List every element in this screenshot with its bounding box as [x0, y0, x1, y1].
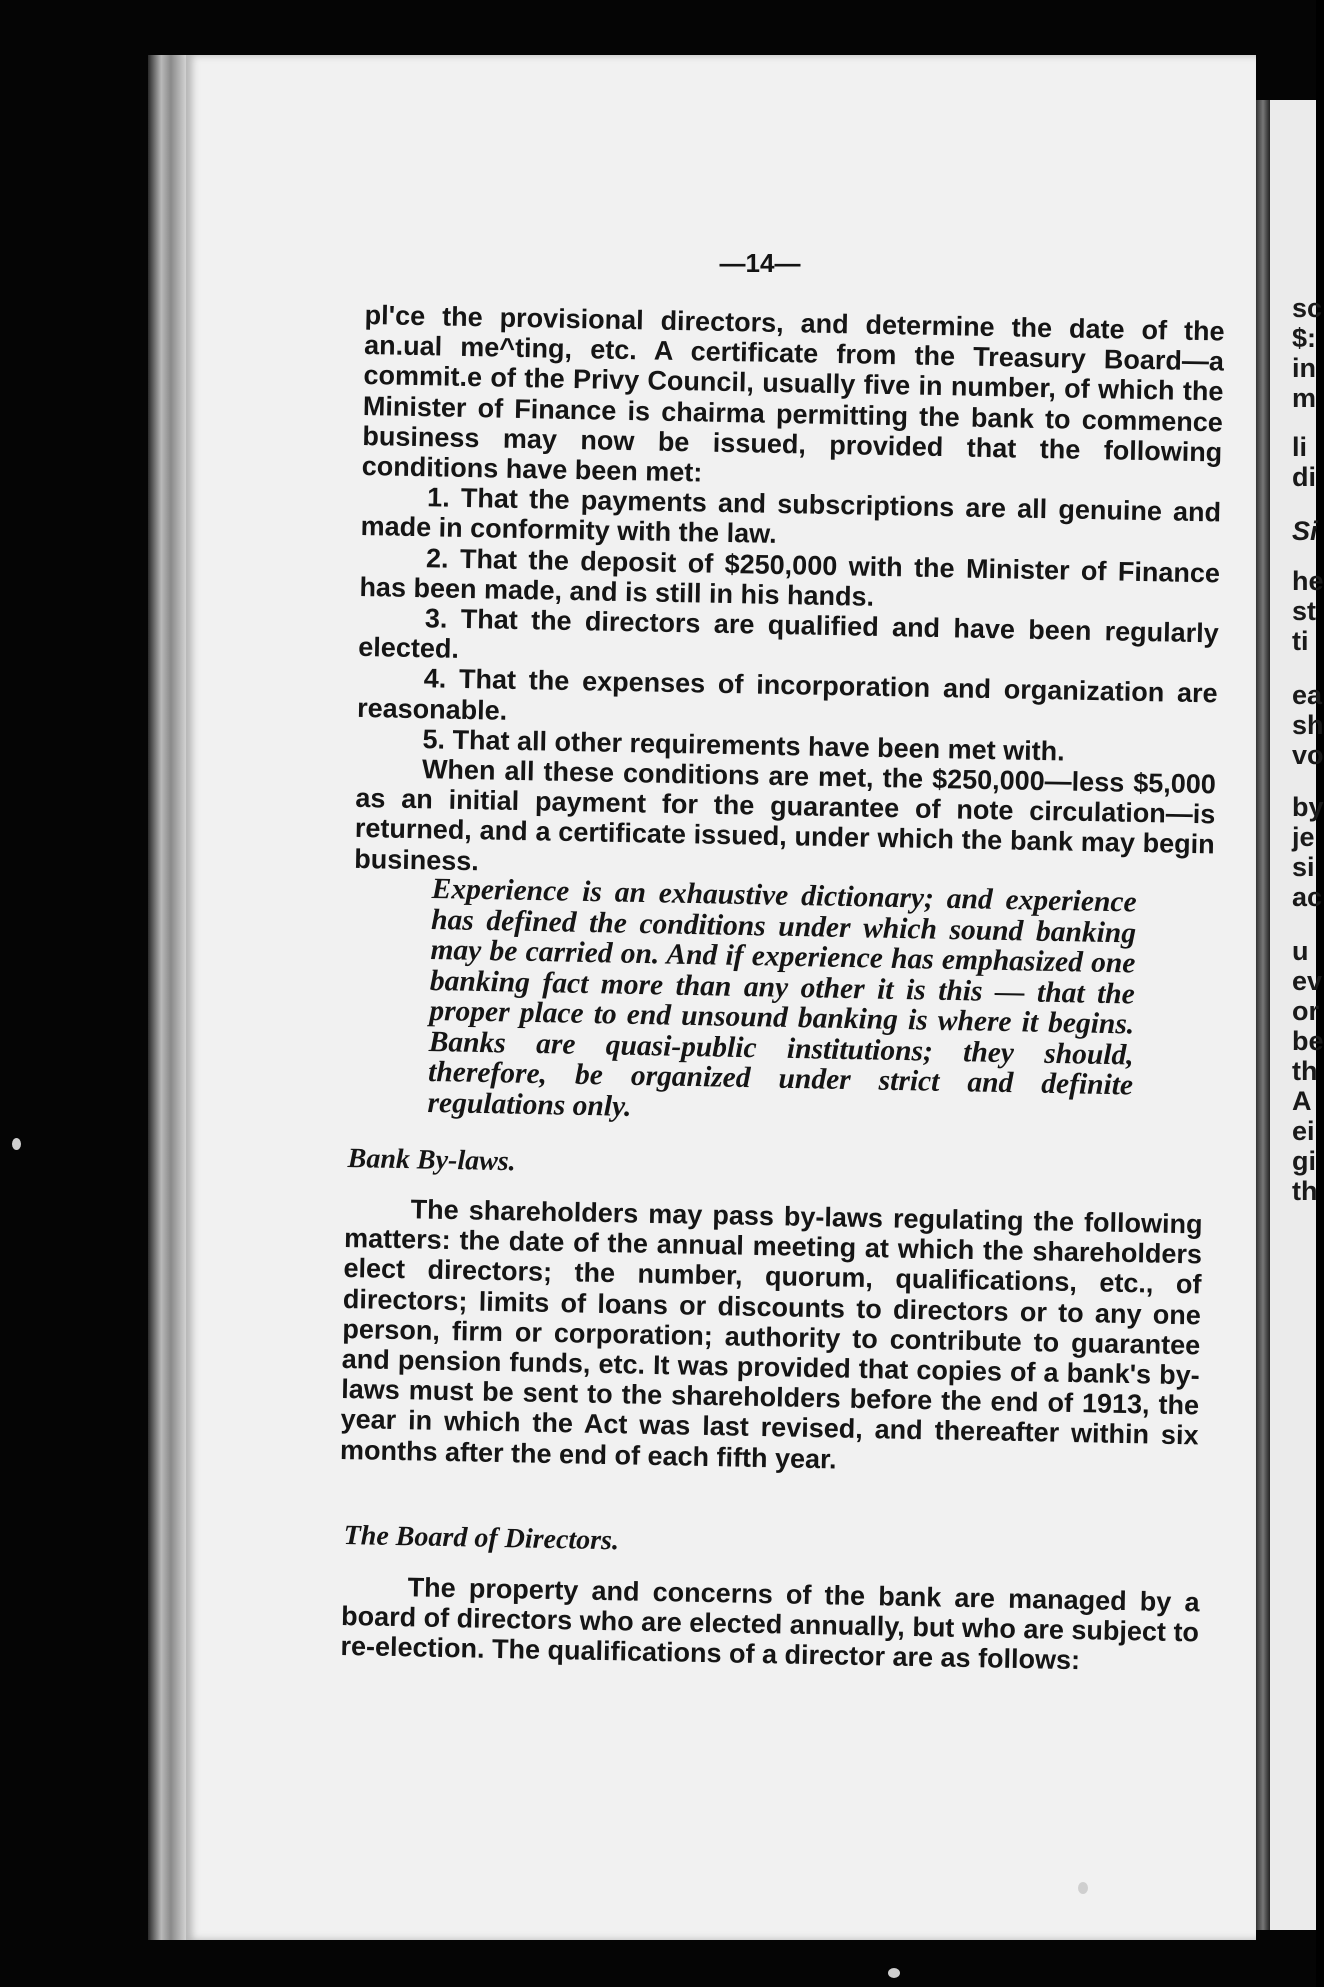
- text-block-requirements: [354, 300, 1225, 890]
- paper-speck: [1078, 1882, 1088, 1894]
- facing-page-fragment: st: [1292, 596, 1317, 626]
- facing-page-edge: [1270, 100, 1324, 1930]
- facing-page-fragment: or: [1292, 996, 1319, 1026]
- facing-page-fragment: si: [1292, 852, 1315, 882]
- facing-page-fragment: $:: [1292, 323, 1317, 353]
- facing-page-fragment: gi: [1292, 1146, 1316, 1176]
- paragraph-bylaws: The shareholders may pass by-laws regulating the following matters: the date of the annual meeting at which the shareholders elect directors; the number, quorum, qualifications, etc., of directors; limits of loans or discounts to directors or to any one person, firm or corporation; authority to contribute to guarantee and pension funds, etc. It was provided that copies of a bank's by-laws must be sent to the shareholders before the end of 1913, the year in which the Act was last revised, and thereafter within six months after the end of each fifth year.: [339, 1194, 1203, 1475]
- list-item-4: 4. That the expenses of incorporation and organization are reasonable.: [356, 663, 1218, 726]
- paper-speck: [888, 1968, 900, 1978]
- facing-page-fragment: Si: [1292, 516, 1318, 546]
- paragraph-board: The property and concerns of the bank are managed by a board of directors who are elected annually, but who are subject to re-election. The qualifications of a director are as follows:: [340, 1572, 1200, 1676]
- paragraph-intro: pl'ce the provisional directors, and determine the date of the an.ual me^ting, etc. A certificate from the Treasury Board—a commit.e of the Privy Council, usually five in number, of which the Minister of Finance is chairma permitting the bank to commence business may now be issued, provided that the following conditions have been met:: [361, 300, 1225, 488]
- facing-page-fragment: be: [1292, 1026, 1324, 1056]
- page-number: —14—: [719, 248, 801, 278]
- facing-page-fragment: u: [1292, 936, 1309, 966]
- facing-page-fragment: ea: [1292, 680, 1323, 710]
- facing-page-fragment: by: [1292, 792, 1324, 822]
- list-item-1: 1. That the payments and subscriptions are all genuine and made in conformity with the law.: [360, 482, 1222, 550]
- list-item-5: 5. That all other requirements have been met with.: [422, 724, 1065, 767]
- facing-page-fragment: li: [1292, 432, 1308, 462]
- facing-page-fragment: sc: [1292, 293, 1323, 323]
- block-quote: Experience is an exhaustive dictionary; and experience has defined the conditions under which sound banking may be carried on. And if experience has emphasized one banking fact more than any other it is this — that the proper place to end unsound banking is where it begins. Banks are quasi-public institutions; they should, therefore, be organized under strict and definite regulations only.: [427, 873, 1137, 1123]
- text-block-bylaws: [340, 1193, 1203, 1481]
- facing-page-fragment: di: [1292, 462, 1316, 492]
- facing-page-fragment: sh: [1292, 710, 1324, 740]
- page-gutter: [1256, 100, 1270, 1930]
- facing-page-fragment: A: [1292, 1086, 1312, 1116]
- facing-page-fragment: ei: [1292, 1116, 1315, 1146]
- facing-page-fragment: je: [1292, 822, 1315, 852]
- facing-page-fragment: in: [1292, 353, 1316, 383]
- facing-page-fragment: m: [1292, 383, 1317, 413]
- book-spine: [148, 55, 186, 1940]
- paper-speck: [12, 1138, 21, 1150]
- section-heading-board: The Board of Directors.: [343, 1520, 620, 1557]
- facing-page-fragment: ti: [1292, 626, 1309, 656]
- facing-page-fragment: ac: [1292, 882, 1323, 912]
- list-item-2: 2. That the deposit of $250,000 with the Minister of Finance has been made, and is still in his hands.: [359, 542, 1221, 612]
- paragraph-return-of-deposit: When all these conditions are met, the $250,000—less $5,000 as an initial payment for the guarantee of note circulation—is returned, and a certificate issued, under which the bank may begin business.: [353, 754, 1217, 876]
- list-item-3: 3. That the directors are qualified and have been regularly elected.: [358, 603, 1220, 665]
- facing-page-fragment: he: [1292, 566, 1324, 596]
- section-heading-bylaws: Bank By-laws.: [347, 1143, 517, 1178]
- facing-page-fragment: ev: [1292, 966, 1323, 996]
- text-block-board: [340, 1571, 1200, 1678]
- facing-page-fragment: th: [1292, 1176, 1318, 1206]
- facing-page-fragment: th: [1292, 1056, 1318, 1086]
- facing-page-fragment: vo: [1292, 740, 1324, 770]
